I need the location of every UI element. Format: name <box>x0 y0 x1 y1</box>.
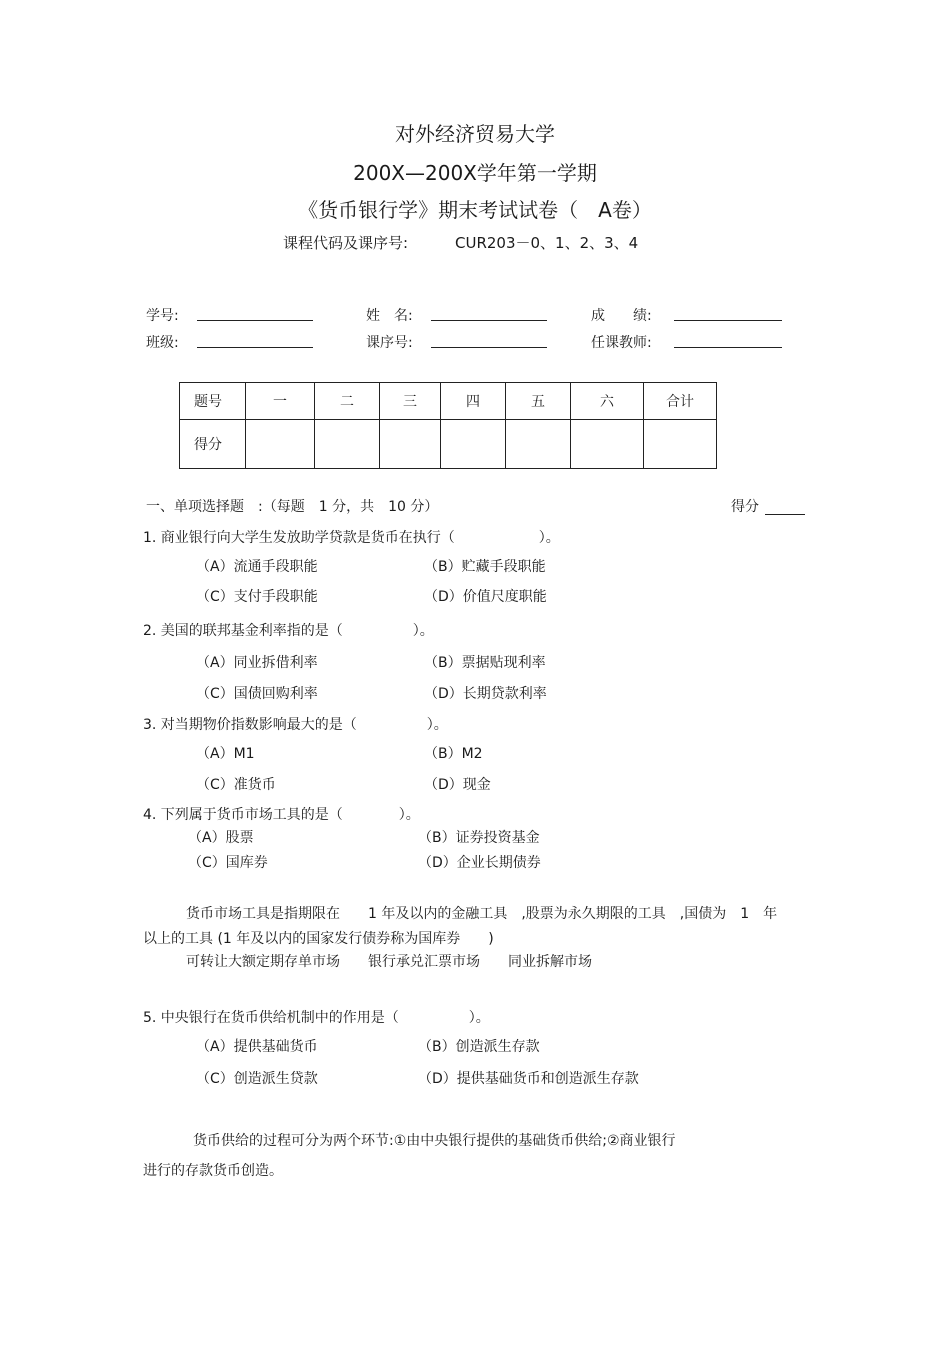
question-3-option-d[interactable]: （D）现金 <box>424 777 491 793</box>
course-code-value: CUR203－0、1、2、3、4 <box>455 234 639 252</box>
semester: 200X—200X学年第一学期 <box>353 161 597 185</box>
score-cell[interactable] <box>506 420 571 469</box>
exam-title: 《货币银行学》期末考试试卷（ A卷） <box>298 198 652 222</box>
question-1-stem: 1. 商业银行向大学生发放助学贷款是货币在执行（ ）。 <box>143 530 560 546</box>
question-5-option-c[interactable]: （C）创造派生贷款 <box>196 1071 318 1087</box>
score-table <box>179 382 717 469</box>
section-score-label: 得分 <box>731 499 759 515</box>
question-1-option-d[interactable]: （D）价值尺度职能 <box>424 589 547 605</box>
note-4-line-2: 以上的工具 (1 年及以内的国家发行债券称为国库券 ) <box>143 931 494 947</box>
note-5-line-2: 进行的存款货币创造。 <box>143 1163 283 1179</box>
table-header-cell: 合计 <box>644 383 717 420</box>
question-1-option-c[interactable]: （C）支付手段职能 <box>196 589 318 605</box>
question-3-stem: 3. 对当期物价指数影响最大的是（ ）。 <box>143 717 448 733</box>
score-table-header-row <box>180 383 717 420</box>
question-3-option-b[interactable]: （B）M2 <box>424 746 483 762</box>
question-5-option-b[interactable]: （B）创造派生存款 <box>418 1039 540 1055</box>
note-5-line-1: 货币供给的过程可分为两个环节:①由中央银行提供的基础货币供给;②商业银行 <box>193 1133 676 1149</box>
table-header-cell: 六 <box>571 383 644 420</box>
name-label: 姓 名: <box>366 308 413 324</box>
table-header-cell: 五 <box>506 383 571 420</box>
question-2-option-d[interactable]: （D）长期贷款利率 <box>424 686 547 702</box>
question-4-option-d[interactable]: （D）企业长期债券 <box>418 855 541 871</box>
note-4-line-3: 可转让大额定期存单市场 银行承兑汇票市场 同业拆解市场 <box>186 954 592 970</box>
course-code-label: 课程代码及课序号: <box>283 234 409 252</box>
question-2-option-b[interactable]: （B）票据贴现利率 <box>424 655 546 671</box>
table-header-cell: 二 <box>315 383 380 420</box>
question-5-option-d[interactable]: （D）提供基础货币和创造派生存款 <box>418 1071 639 1087</box>
name-blank[interactable] <box>431 320 547 321</box>
question-4-option-c[interactable]: （C）国库券 <box>188 855 268 871</box>
score-cell[interactable] <box>380 420 441 469</box>
grade-label: 成 绩: <box>591 308 652 324</box>
section-heading: 一、单项选择题 :（每题 1 分，共 10 分） <box>146 499 439 515</box>
question-4-option-b[interactable]: （B）证券投资基金 <box>418 830 540 846</box>
question-5-stem: 5. 中央银行在货币供给机制中的作用是（ ）。 <box>143 1010 490 1026</box>
question-2-option-a[interactable]: （A）同业拆借利率 <box>196 655 318 671</box>
grade-blank[interactable] <box>674 320 782 321</box>
question-3-option-a[interactable]: （A）M1 <box>196 746 255 762</box>
question-4-stem: 4. 下列属于货币市场工具的是（ ）。 <box>143 807 420 823</box>
question-2-option-c[interactable]: （C）国债回购利率 <box>196 686 318 702</box>
score-row-label: 得分 <box>180 420 246 469</box>
section-label: 课序号: <box>366 335 413 351</box>
class-blank[interactable] <box>197 347 313 348</box>
question-5-option-a[interactable]: （A）提供基础货币 <box>196 1039 318 1055</box>
score-cell[interactable] <box>315 420 380 469</box>
score-table-score-row <box>180 420 717 469</box>
table-header-cell: 题号 <box>180 383 246 420</box>
class-label: 班级: <box>146 335 179 351</box>
score-cell[interactable] <box>441 420 506 469</box>
question-1-option-a[interactable]: （A）流通手段职能 <box>196 559 318 575</box>
student-id-blank[interactable] <box>197 320 313 321</box>
score-cell[interactable] <box>644 420 717 469</box>
teacher-label: 任课教师: <box>591 335 652 351</box>
score-cell[interactable] <box>571 420 644 469</box>
table-header-cell: 四 <box>441 383 506 420</box>
note-4-line-1: 货币市场工具是指期限在 1 年及以内的金融工具 ,股票为永久期限的工具 ,国债为 1 年 <box>186 906 778 922</box>
student-id-label: 学号: <box>146 308 179 324</box>
teacher-blank[interactable] <box>674 347 782 348</box>
question-3-option-c[interactable]: （C）准货币 <box>196 777 276 793</box>
section-score-blank[interactable] <box>765 514 805 515</box>
section-blank[interactable] <box>431 347 547 348</box>
question-2-stem: 2. 美国的联邦基金利率指的是（ ）。 <box>143 623 434 639</box>
score-cell[interactable] <box>246 420 315 469</box>
table-header-cell: 一 <box>246 383 315 420</box>
question-4-option-a[interactable]: （A）股票 <box>188 830 254 846</box>
question-1-option-b[interactable]: （B）贮藏手段职能 <box>424 559 546 575</box>
table-header-cell: 三 <box>380 383 441 420</box>
university-name: 对外经济贸易大学 <box>395 122 555 146</box>
